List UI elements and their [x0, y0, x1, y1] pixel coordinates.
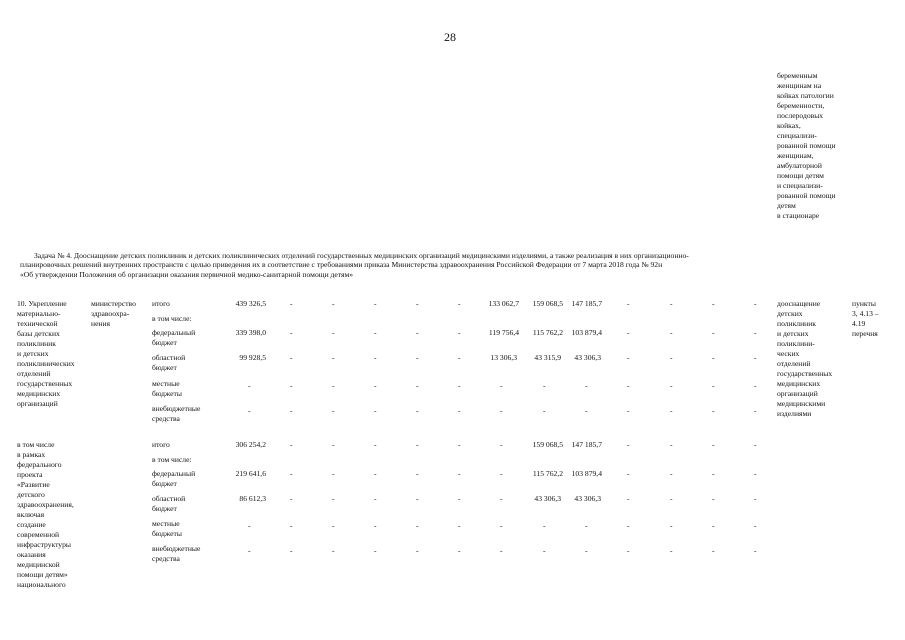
r2-regional-sum: 86 612,3: [239, 494, 266, 503]
r1-federal-2021: 103 879,4: [571, 328, 602, 337]
r2-federal-sum: 219 641,6: [235, 469, 266, 478]
dash: -: [248, 406, 251, 415]
r2-total-2020: 159 068,5: [532, 440, 563, 449]
row1-executor: министерство здравоохра- нения: [91, 299, 136, 328]
task-paragraph: Задача № 4. Дооснащение детских поликлиник и детских поликлинических отделений государственных медицинских организаций медицинскими изделиями, а также реализация в них организационно- планировочных решений внутренних пространств с целью приведения их в соответствие с требованиями приказа Министерства здравоохранения Российской Федерации от 7 марта 2018 года № 92н «Об утверждении Положения об организации оказания первичной медико-санитарной помощи детям»: [20, 251, 689, 279]
dash: -: [416, 440, 419, 449]
continued-result-text: беременным женщинам на койках патологии беременности, послеродовых койках, специализи- рованной помощи женщинам, амбулаторной помощи детям и специализи- рованной помощи детям в стационаре: [777, 71, 836, 220]
dash: -: [416, 406, 419, 415]
dash: -: [374, 546, 377, 555]
dash: -: [627, 494, 630, 503]
dash: -: [543, 521, 546, 530]
dash: -: [712, 494, 715, 503]
dash: -: [290, 299, 293, 308]
dash: -: [754, 353, 757, 362]
dash: -: [670, 299, 673, 308]
dash: -: [670, 494, 673, 503]
dash: -: [416, 469, 419, 478]
dash: -: [627, 353, 630, 362]
dash: -: [627, 469, 630, 478]
dash: -: [374, 299, 377, 308]
dash: -: [290, 494, 293, 503]
dash: -: [712, 353, 715, 362]
dash: -: [416, 299, 419, 308]
dash: -: [458, 381, 461, 390]
row1-activity-name: 10. Укрепление материально- технической базы детских поликлиник и детских поликлинических отделений государственных медицинских организаций: [17, 299, 75, 408]
dash: -: [458, 469, 461, 478]
r1-federal-sum: 339 398,0: [235, 328, 266, 337]
dash: -: [374, 353, 377, 362]
dash: -: [754, 299, 757, 308]
dash: -: [712, 328, 715, 337]
dash: -: [670, 406, 673, 415]
dash: -: [627, 299, 630, 308]
dash: -: [416, 494, 419, 503]
r2-regional-2020: 43 306,3: [534, 494, 561, 503]
dash: -: [374, 494, 377, 503]
dash: -: [500, 406, 503, 415]
dash: -: [332, 440, 335, 449]
dash: -: [458, 546, 461, 555]
dash: -: [248, 521, 251, 530]
dash: -: [374, 381, 377, 390]
row1-expected-result: дооснащение детских поликлиник и детских поликлини- ческих отделений государственных медицинских организаций медицинскими изделиями: [777, 299, 833, 418]
dash: -: [712, 299, 715, 308]
dash: -: [332, 469, 335, 478]
dash: -: [627, 546, 630, 555]
dash: -: [332, 546, 335, 555]
row1-label-total: итого: [152, 299, 170, 308]
dash: -: [500, 521, 503, 530]
dash: -: [712, 546, 715, 555]
dash: -: [754, 469, 757, 478]
r1-regional-sum: 99 928,5: [239, 353, 266, 362]
row2-label-local: местные бюджеты: [152, 519, 182, 538]
dash: -: [458, 299, 461, 308]
r2-total-2021: 147 185,7: [571, 440, 602, 449]
row1-label-including: в том числе:: [152, 314, 192, 323]
dash: -: [458, 406, 461, 415]
dash: -: [332, 328, 335, 337]
dash: -: [290, 469, 293, 478]
dash: -: [332, 381, 335, 390]
dash: -: [585, 521, 588, 530]
dash: -: [416, 353, 419, 362]
row1-label-regional: областной бюджет: [152, 353, 186, 372]
dash: -: [290, 406, 293, 415]
dash: -: [754, 494, 757, 503]
dash: -: [543, 546, 546, 555]
dash: -: [627, 440, 630, 449]
dash: -: [627, 521, 630, 530]
dash: -: [500, 381, 503, 390]
row2-label-regional: областной бюджет: [152, 494, 186, 513]
dash: -: [500, 440, 503, 449]
dash: -: [500, 546, 503, 555]
r2-federal-2021: 103 879,4: [571, 469, 602, 478]
dash: -: [670, 328, 673, 337]
r1-regional-2019: 13 306,3: [490, 353, 517, 362]
r1-federal-2020: 115 762,2: [532, 328, 563, 337]
dash: -: [290, 521, 293, 530]
row1-label-local: местные бюджеты: [152, 379, 182, 398]
page-number: 28: [444, 30, 456, 44]
row1-reference: пункты 3, 4.13 – 4.19 перечня: [852, 299, 879, 338]
dash: -: [712, 521, 715, 530]
r1-total-sum: 439 326,5: [235, 299, 266, 308]
dash: -: [332, 406, 335, 415]
r1-total-2020: 159 068,5: [532, 299, 563, 308]
dash: -: [458, 494, 461, 503]
dash: -: [585, 406, 588, 415]
dash: -: [458, 328, 461, 337]
dash: -: [290, 381, 293, 390]
row2-label-federal: федеральный бюджет: [152, 469, 196, 488]
dash: -: [585, 381, 588, 390]
row1-label-extra: внебюджетные средства: [152, 404, 201, 423]
dash: -: [754, 546, 757, 555]
dash: -: [248, 546, 251, 555]
row2-label-including: в том числе:: [152, 455, 192, 464]
dash: -: [754, 521, 757, 530]
dash: -: [374, 469, 377, 478]
dash: -: [416, 381, 419, 390]
dash: -: [458, 353, 461, 362]
dash: -: [627, 381, 630, 390]
dash: -: [500, 469, 503, 478]
dash: -: [416, 546, 419, 555]
dash: -: [585, 546, 588, 555]
r1-regional-2021: 43 306,3: [574, 353, 601, 362]
r2-total-sum: 306 254,2: [235, 440, 266, 449]
dash: -: [627, 406, 630, 415]
r1-total-2019: 133 062,7: [488, 299, 519, 308]
dash: -: [458, 440, 461, 449]
dash: -: [712, 406, 715, 415]
dash: -: [416, 521, 419, 530]
dash: -: [332, 521, 335, 530]
dash: -: [290, 440, 293, 449]
dash: -: [754, 328, 757, 337]
dash: -: [290, 546, 293, 555]
row2-label-total: итого: [152, 440, 170, 449]
dash: -: [712, 469, 715, 478]
dash: -: [332, 299, 335, 308]
r2-regional-2021: 43 306,3: [574, 494, 601, 503]
dash: -: [332, 353, 335, 362]
dash: -: [416, 328, 419, 337]
dash: -: [712, 440, 715, 449]
dash: -: [543, 406, 546, 415]
dash: -: [374, 328, 377, 337]
row2-label-extra: внебюджетные средства: [152, 544, 201, 563]
dash: -: [670, 381, 673, 390]
dash: -: [290, 353, 293, 362]
dash: -: [670, 353, 673, 362]
dash: -: [754, 440, 757, 449]
dash: -: [374, 406, 377, 415]
dash: -: [670, 546, 673, 555]
r1-regional-2020: 43 315,9: [534, 353, 561, 362]
r1-federal-2019: 119 756,4: [488, 328, 519, 337]
dash: -: [754, 406, 757, 415]
row2-activity-name: в том числе в рамках федерального проекта «Развитие детского здравоохранения, включая создание современной инфраструктуры оказания медицинской помощи детям» национального: [17, 440, 74, 589]
dash: -: [670, 469, 673, 478]
r1-total-2021: 147 185,7: [571, 299, 602, 308]
dash: -: [374, 440, 377, 449]
dash: -: [754, 381, 757, 390]
dash: -: [670, 440, 673, 449]
row1-label-federal: федеральный бюджет: [152, 328, 196, 347]
dash: -: [248, 381, 251, 390]
dash: -: [332, 494, 335, 503]
dash: -: [500, 494, 503, 503]
dash: -: [627, 328, 630, 337]
dash: -: [712, 381, 715, 390]
dash: -: [458, 521, 461, 530]
r2-federal-2020: 115 762,2: [532, 469, 563, 478]
dash: -: [670, 521, 673, 530]
dash: -: [290, 328, 293, 337]
dash: -: [543, 381, 546, 390]
dash: -: [374, 521, 377, 530]
